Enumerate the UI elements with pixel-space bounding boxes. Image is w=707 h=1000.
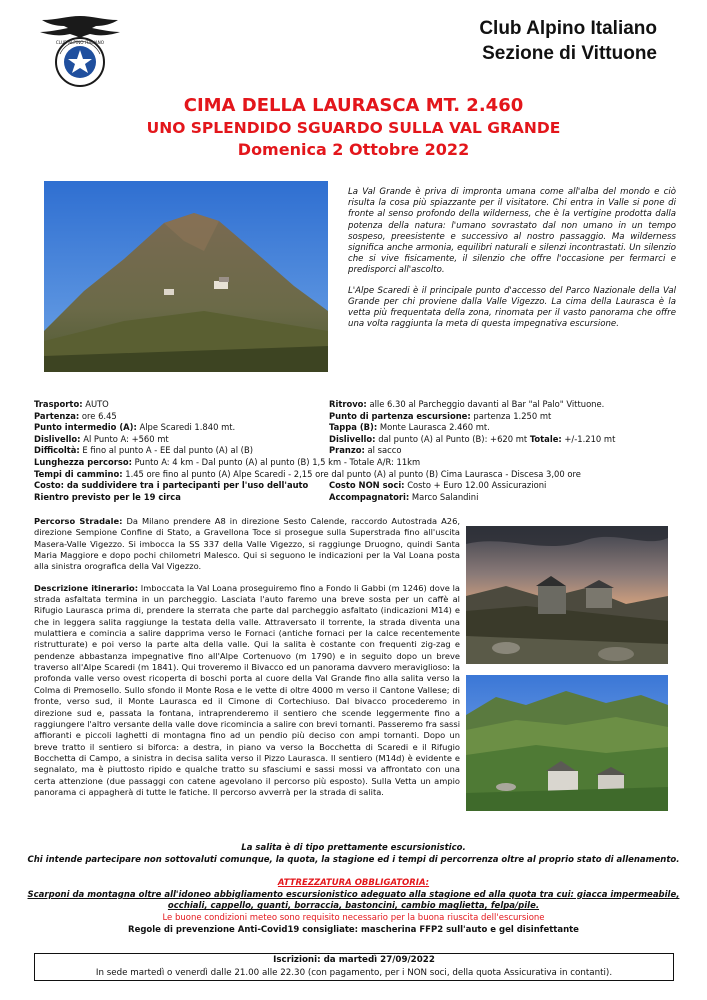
- svg-text:CLUB ALPINO ITALIANO: CLUB ALPINO ITALIANO: [55, 40, 105, 45]
- title-date: Domenica 2 Ottobre 2022: [237, 140, 470, 159]
- info-trasporto: Trasporto: AUTO: [34, 399, 109, 409]
- info-punto-intermedio: Punto intermedio (A): Alpe Scaredi 1.840 mt.: [34, 422, 236, 433]
- info-dislivello-b: Dislivello: dal punto (A) al Punto (B): +620 mt Totale: +/-1.210 mt: [329, 433, 616, 444]
- info-dislivello-a: Dislivello: Al Punto A: +560 mt: [34, 433, 169, 444]
- attrezzatura-line-1: Scarponi da montagna oltre all'idoneo abbigliamento escursionistico adeguato alla stagione ed alla quota tra cui: giacca impermeabile,: [27, 889, 680, 900]
- info-costo: Costo: da suddividere tra i partecipanti per l'uso dell'auto: [34, 480, 309, 491]
- intro-paragraph: La Val Grande è priva di impronta umana come all'alba del mondo e ciò risulta la cosa più spiazzante per il visitatore. Chi entra in Valle si pone di fronte al senso profondo della wilderness, che è la vertigine prodotta dalla potenza della natura: l'umano sovrastato dal non umano in un tempo sospeso, preesistente e successivo al nostro passaggio. Ma wilderness significa anche armonia, equilibri naturali e silenzi incontrastati. Un silenzio che si vive fisicamente, il silenzio che offre l'occasione per fermarci e predisporci all'ascolto.: [348, 187, 676, 276]
- info-tappa: Tappa (B): Monte Laurasca 2.460 mt.: [329, 422, 490, 433]
- info-partenza: Partenza: ore 6.45: [34, 410, 117, 421]
- closing-line-2: Chi intende partecipare non sottovaluti comunque, la quota, la stagione ed i tempi di percorrenza oltre al proprio stato di allenamento.: [27, 854, 680, 865]
- descrizione-itinerario: Descrizione itinerario: Imboccata la Val Loana proseguiremo fino a Fondo li Gabbi (m 1246) dove la strada asfaltata termina in un parcheggio. Lasciata l'auto faremo una breve sosta per un caffè al Rifugio Laurasca prima di, prendere la sterrata che parte dal parcheggio asfaltato (indicazioni M14) e che in leggera salita raggiunge la testata della valle. Attraversato il torrente, la strada diventa una mulattiera e comincia a salire dapprima verso le Fornaci (antiche fornaci per la calce recentemente ristrutturate) e poi verso la parte alta della valle. Qui la salita è costante con frequenti zig-zag e pendenze abbastanza impegnative fino all'Alpe Cortenuovo (m 1790) e in seguito dopo un breve traverso all'Alpe Scaredi (m 1841). Qui troveremo il Bivacco ed un panorama davvero meraviglioso: la profonda valle verso ovest ricoperta di boschi porta al cuore della Val Grande fino alla salita verso la Colma di Premosello. Sullo sfondo il Monte Rosa e le vette di oltre 4000 m verso il Cantone Vallese; di fronte, verso sud, il Monte Laurasca ed il Cimone di Cortechiuso. Dal bivacco procederemo in direzione sud e, passata la fontana, intraprenderemo il sentiero che scende leggermente fino a raggiungere l'altro versante della valle dove ricomincia a salire con brevi tornanti. Passeremo fra sassi affioranti e piccoli laghetti di montagna fino ad un pendio più deciso con ampi tornanti. Dopo un breve tratto il sentiero si biforca: a destra, in piano va verso la Bocchetta di Scaredi e il Rifugio Bocchetta di Campo, a sinistra in decisa salita verso il Pizzo Laurasca. Il sentiero (M14d) è evidente e segnalato, ma è piuttosto ripido e qualche tratto su sfasciumi e sassi mossi va affrontato con una certa attenzione (due passaggi con catene agevolano il percorso più esposto). Sulla Vetta un ampio panorama ci appagherà di tutte le fatiche. Il percorso avverrà per la strada di salita.: [34, 582, 460, 797]
- title-line-1: CIMA DELLA LAURASCA MT. 2.460: [183, 95, 524, 116]
- attrezzatura-line-2: occhiali, cappello, guanti, borraccia, bastoncini, cambio maglietta, felpa/pile.: [167, 901, 540, 912]
- meteo-note: Le buone condizioni meteo sono requisito necessario per la buona riuscita dell'escursione: [162, 912, 545, 923]
- info-difficolta: Difficoltà: E fino al punto A - EE dal punto (A) al (B): [34, 445, 253, 456]
- info-pranzo: Pranzo: al sacco: [329, 445, 402, 456]
- hut-dusk-photo: [466, 526, 668, 664]
- registration-title: Iscrizioni: da martedì 27/09/2022: [273, 955, 435, 965]
- info-costo-nonsoci: Costo NON soci: Costo + Euro 12.00 Assicurazioni: [329, 480, 547, 491]
- info-accompagnatori: Accompagnatori: Marco Salandini: [329, 491, 479, 502]
- club-line-2: Sezione di Vittuone: [482, 43, 657, 64]
- valley-hut-photo: [466, 675, 668, 811]
- closing-notes: [0, 843, 707, 936]
- intro-text: [348, 187, 676, 339]
- route-description: [34, 516, 460, 808]
- club-name: [0, 16, 657, 66]
- info-rientro: Rientro previsto per le 19 circa: [34, 491, 181, 502]
- title-line-2: UNO SPLENDIDO SGUARDO SULLA VAL GRANDE: [146, 119, 561, 137]
- info-ritrovo: Ritrovo: alle 6.30 al Parcheggio davanti al Bar "al Palo" Vittuone.: [329, 399, 605, 409]
- info-tempi: Tempi di cammino: 1.45 ore fino al punto (A) Alpe Scaredi - 2,15 ore dal punto (A) al punto (B) Cima Laurasca - Discesa 3,00 ore: [34, 468, 581, 479]
- attrezzatura-title: ATTREZZATURA OBBLIGATORIA:: [277, 878, 430, 889]
- event-title: [0, 94, 707, 161]
- mountain-photo: [44, 181, 328, 372]
- registration-box: [34, 953, 674, 981]
- info-punto-partenza: Punto di partenza escursione: partenza 1.250 mt: [329, 410, 552, 421]
- registration-text: In sede martedì o venerdì dalle 21.00 alle 22.30 (con pagamento, per i NON soci, della quota Assicurativa in contanti).: [95, 967, 613, 978]
- intro-paragraph: L'Alpe Scaredi è il principale punto d'accesso del Parco Nazionale della Val Grande per chi proviene dalla Valle Vigezzo. La cima della Laurasca è la vetta più frequentata della zona, rinomata per il vasto panorama che offre una volta raggiunta la meta di questa impegnativa escursione.: [348, 285, 676, 330]
- percorso-stradale: Percorso Stradale: Da Milano prendere A8 in direzione Sesto Calende, raccordo Autostrada A26, direzione Sempione Confine di Stato, a Gravellona Toce si prosegue sulla Superstrada fino all'uscita Masera-Valle Vigezzo. Si imbocca la SS 337 della Valle Vigezzo, si raggiunge Druogno, quindi Santa Maria Maggiore e dopo pochi chilometri Malesco. Qui si seguono le indicazioni per la Val Loana posta alla sinistra orografica della Val Vigezzo.: [34, 516, 460, 572]
- closing-line-1: La salita è di tipo prettamente escursionistico.: [241, 843, 466, 853]
- club-line-1: Club Alpino Italiano: [479, 18, 657, 39]
- covid-note: Regole di prevenzione Anti-Covid19 consigliate: mascherina FFP2 sull'auto e gel disinfettante: [128, 924, 579, 935]
- info-lunghezza: Lunghezza percorso: Punto A: 4 km - Dal punto (A) al punto (B) 1,5 km - Totale A/R: 11km: [34, 457, 421, 467]
